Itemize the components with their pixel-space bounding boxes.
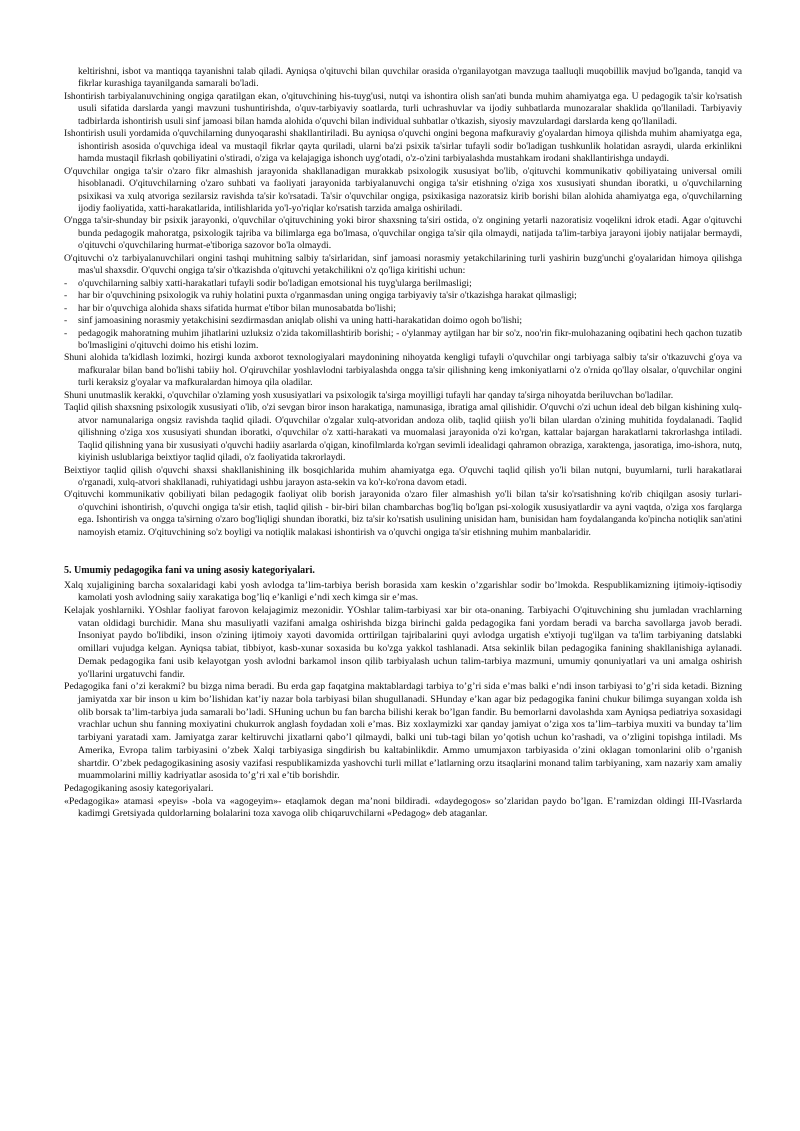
document-page bbox=[64, 66, 742, 821]
paragraph-9: Taqlid qilish shaxsning psixologik xususiyati o'lib, o'zi sevgan biror inson harakatiga, namunasiga, ibratiga amal qilishidir. O'quvchi o'zi uchun ideal deb bilgan kishining xulq-atvor namunalariga ongsiz ravishda taqlid qiladi. O'quvchilar o'zgalar xulq-atvoridan andoza olib, taqlid qiiish yo'li bilan ulardan o'zining muhitida foydalanadi. Taqlid qilishning o'ziga xos xususiyati shundan iboratki, o'quvchilar o'z xatti-harakati va muomalasi jarayonida o'zi ko'rgan, kattalar bajargan harakatlarni takrorlashga intiladi. Taqlid qilishning yana bir xususiyati o'quvchi hadiiy asarlarda o'qigan, kinofilmlarda ko'rgan sevimli idealidagi qahramon obraziga, xaraktenga, jasoratiga, imo-ishora, nutq, kiyinish uslublariga beixtiyor taqlid qiladi, o'z faoliyatida takrorlaydi. bbox=[64, 402, 742, 464]
section-pedagogika bbox=[64, 565, 742, 821]
paragraph-11: O'qituvchi kommunikativ qobiliyati bilan pedagogik faoliyat olib borish jarayonida o'zaro filer almashish yo'li bilan ta'sir ko'rsatishning ko'rib chiqilgan asosiy turlari-o'quvchini ishontirish, o'quvchi ongiga ta'sir etish, taqlid qilish - bir-biri bilan chambarchas bog'liq bo'lgan psi-xologik xususiyatlardir va ayni vaqtda, o'ziga xos farqlarga ega. Ishontirish va ongga ta'sirning o'zaro bog'liqligi shundan iboratki, biz ta'sir ko'rsatish usulining unisidan ham, bunisidan ham foydalanganda ko'pincha notiqlik san'atini namoyish etamiz. O'qituvchining so'z boyligi va notiqlik malakasi ishontirish va o'quvchi ongiga ta'sir etishning muhim manbalaridir. bbox=[64, 489, 742, 538]
paragraph-1: keltirishni, isbot va mantiqqa tayanishni talab qiladi. Ayniqsa o'qituvchi bilan quvchilar orasida o'rganilayotgan mavzuga taalluqli muqobillik mavjud bo'lganda, tanqid va fikrlar kurashiga tayanilganda samarali bo'ladi. bbox=[78, 66, 742, 90]
list-item: - har bir o'quvchining psixologik va ruhiy holatini puxta o'rganmasdan uning ongiga tarbiyaviy ta'sir o'tkazishga harakat qilmasligi; bbox=[64, 290, 577, 302]
paragraph-6: O'qituvchi o'z tarbiyalanuvchilari ongini tashqi muhitning salbiy ta'sirlaridan, sinf jamoasi norasmiy yetakchilarining turli yashirin buzg'unchi g'oyalaridan himoya qilishga mas'ul shaxsdir. O'quvchi ongiga ta'sir o'tkazishda o'qituvchi yetakchilikni o'z qo'liga kiritishi uchun: bbox=[64, 252, 742, 277]
section-heading: 5. Umumiy pedagogika fani va uning asosiy kategoriyalari. bbox=[64, 565, 315, 577]
section-spacer bbox=[64, 539, 742, 565]
list-item: - o'quvchilarning salbiy xatti-harakatlari tufayli sodir bo'ladigan emotsional his tuyg'ularga berilmasligi; bbox=[64, 277, 472, 289]
list-item: - sinf jamoasining norasmiy yetakchisini sezdirmasdan aniqlab olishi va uning hatti-harakatidan doimo ogoh bo'lishi; bbox=[64, 315, 523, 327]
list-item: - har bir o'quvchiga alohida shaxs sifatida hurmat e'tibor bilan munosabatda bo'lishi; bbox=[64, 302, 396, 314]
list-item: - pedagogik mahoratning muhim jihatlarini uzluksiz o'zida takomillashtirib borishi; - o'ylanmay aytilgan har bir so'z, noo'rin fikr-mulohazaning oqibatini hech qachon tuzatib bo'lmasligini o'qituvchi doimo his etishi lozim. bbox=[64, 327, 742, 351]
subheading-categories: Pedagogikaning asosiy kategoriyalari. bbox=[64, 782, 214, 794]
paragraph-15: «Pedagogika» atamasi «peyis» -bola va «agogeyim»- etaqlamok degan ma’noni bildiradi. «daydegogos» so’zlaridan paydo bo’lgan. E’ramizdan oldingi III-IVasrlarda kadimgi Gretsiyada quldorlarning bolalarini toza xavoga olib chiqaruvchilarni «Pedagog» deb ataganlar. bbox=[64, 795, 742, 820]
paragraph-4: O'quvchilar ongiga ta'sir o'zaro fikr almashish jarayonida shakllanadigan murakkab psixologik xususiyat bo'lib, o'qituvchi kommunikativ qobiliyataing universal omili hisoblanadi. O'qituvchilarning o'zaro suhbati va faoliyati jarayonida tarbiyalanuvchi ongiga ta'sir etishning o'ziga xos xususiyati shundan iboratki, u o'quvchilarning psixikasi va xulq atvoriga sezilarsiz ravishda ta'sir ko'rsatadi. Ta'sir o'quvchilar ongiga, psixikasiga nazoratsiz kirib borishi bilan alohida ahamiyatga ega, o'quvchilarning ijodiy faoliyatida, xatti-harakatlarida, intilishlarida yo'l-yo'riqlar ko'rsatish tarzida amalga oshiriladi. bbox=[64, 165, 742, 214]
section-ishontirish bbox=[64, 66, 742, 539]
paragraph-8: Shuni unutmaslik kerakki, o'quvchilar o'zlaming yosh xususiyatlari va psixologik ta'sirga moyilligi tufayli har qanday ta'sirga nihoyatda beriluvchan bo'ladilar. bbox=[64, 389, 674, 401]
paragraph-5: O'ngga ta'sir-shunday bir psixik jarayonki, o'quvchilar o'qituvchining yoki biror shaxsning ta'siri ostida, o'z ongining yetarli nazoratisiz voqelikni idrok etadi. Agar o'qituvchi bunda pedagogik mahoratga, psixologik tajriba va bilimlarga ega bo'lmasa, o'quvchilar ongiga ta'sir qila olmaydi, natijada ta'lim-tarbiya jarayoni ijobiy natijalar bermaydi, o'qituvchi o'quvchilaring hurmat-e'tiboriga sazovor bo'la olmaydi. bbox=[64, 215, 742, 252]
paragraph-12: Xalq xujaligining barcha soxalaridagi kabi yosh avlodga ta’lim-tarbiya berish borasida xam keskin o’zgarishlar sodir bo’lmokda. Respublikamizning ijtimoiy-iqtisodiy kamolati yosh avlodning saiiy xarakatiga bog’liq e’kanligi e’ndi xech kimga sir e’mas. bbox=[64, 579, 742, 604]
paragraph-14: Pedagogika fani o’zi kerakmi? bu bizga nima beradi. Bu erda gap faqatgina maktablardagi tarbiya to’g’ri sida e’mas balki e’ndi inson tarbiyasi to’g’ri sida ketadi. Bizning jamiyatda xar bir inson u kim bo’lishidan kat’iy nazar bola tarbiyasi bilan shugullanadi. SHunday e’kan agar biz pedagogika fanini chukur bilimga suyangan xolda ish olib borsak ta’lim-tarbiya juda samarali bo’ladi. SHuning uchun bu fan barcha bilishi kerak bo’lgan fandir. Bu bemorlarni davolashda xam Ayniqsa pediatriya soxasidagi vrachlar uchun shu fanning moxiyatini chukurrok anglash foydadan xoli e’mas. Biz xoxlaymizki xar qanday jamiyat o’ziga xos ta’lim–tarbiya muxiti va bunday ta’lim tarbiyani yaratadi xam. Jamiyatga zarar keltiruvchi jixatlarni qabo’l qilmaydi, balki uni tub-tagi bilan yo’qotish uchun ko’rashadi, va o’zligini topishga intiladi. Ms Amerika, Evropa talim tarbiyasini o’zbek Xalqi tarbiyasiga singdirish bu kaltabinlikdir. Ammo umumjaxon tarbiyasida o’zini oklagan tomonlarini olib o’rganish shartdir. O’zbek pedagogikasining asosiy vazifasi respublikamizda yashovchi turli millat e’latlarning orzu itsaqlarini monand talim tarbiyaning, xam nazariy xam amaliy muammolarini milliy kadriyatlar asosida to’g’ri xal e’tib borishdir. bbox=[64, 681, 742, 782]
teacher-requirements-list bbox=[64, 278, 742, 353]
paragraph-3: Ishontirish usuli yordamida o'quvchilarning dunyoqarashi shakllantiriladi. Bu ayniqsa o'quvchi ongini begona mafkuraviy g'oyalardan himoya qilishda muhim ahamiyatga ega, ishontirish asosida o'quvchiga ideal va mustaqil fikrlar qayta quriladi, ularni ba'zi psixik ta'sirlar tufayli sodir bo'ladigan tushkunlik holatidan asraydi, ularda erkinlikni hamda mustaqil fikrlash qobiliyatini o'stiradi, o'ziga va kelajagiga ishonch uyg'otadi, o'z-o'zini tarbiyalashda mustahkam irodani shakllantirishga undaydi. bbox=[64, 128, 742, 165]
paragraph-2: Ishontirish tarbiyalanuvchining ongiga qaratilgan ekan, o'qituvchining his-tuyg'usi, nutqi va ishontira olish san'ati bunda muhim ahamiyatga ega. U pedagogik ta'sir ko'rsatish usuli sifatida darslarda yangi mavzuni tushuntirishda, o'quv-tarbiyaviy soatlarda, turli uchrashuvlar va ijodiy suhbatlarda munozaralar shaklida qo'llaniladi. Tarbiyaviy tadbirlarda ishontirish usuli sinf jamoasi bilan hamda alohida o'quvchi bilan individual suhbatlar o'tkazish, siyosiy mavzulardagi darslarda keng qo'llaniladi. bbox=[64, 90, 742, 127]
paragraph-7: Shuni alohida ta'kidlash lozimki, hozirgi kunda axborot texnologiyalari maydonining nihoyatda kengligi tufayli o'quvchilar ongi tarbiyaga salbiy ta'sir o'tkazuvchi g'oya va mafkuralar bilan band bo'lishi tabiiy hol. O'qiruvchilar yoshlavlodni tarbiyalashda ongga ta'sir qilishning keng imkoniyatlarni o'z o'rnida qo'llay olsalar, o'quvchilar ongini turli keraksiz g'oyalar va mafkuralardan himoya qila oladilar. bbox=[64, 352, 742, 389]
paragraph-13: Kelajak yoshlarniki. YOshlar faoliyat farovon kelajagimiz mezonidir. YOshlar talim-tarbiyasi xar bir ota-onaning. Tarbiyachi O'qituvchining shu jumladan vrachlarning vatan oldidagi burchidir. Mana shu masuliyatli vazifani amalga oshirishda bizga birinchi galda pedagogika fani yordam beradi va barcha savollarga javob beradi. Insoniyat paydo bo'libdiki, inson o'zining ijtimoiy xayoti davomida orttirilgan tajribalarini quyi avlodga urgatish e'xtiyoji tug'ilgan va ta'lim tarbiyaning datslabki omillari vujudga kelgan. Ayniqsa tabiat, tibbiyot, kasb-xunar soxasida bu ko'zga yakkol tashlanadi. Atsa sekinlik bilan pedagogika fanining shakllanishiga aylanadi. Demak pedagogika fani usib kelayotgan yosh avlodni barkamol inson qilib tarbiyalash uchun talim-tarbiya mazmuni, umumiy qonuniyatlari va uni amalga oshirish yo'llarini urgatuvchi fandir. bbox=[64, 605, 742, 680]
paragraph-10: Beixtiyor taqlid qilish o'quvchi shaxsi shakllanishining ilk bosqichlarida muhim ahamiyatga ega. O'quvchi taqlid qilish yo'li bilan nutqni, buyumlarni, turli harakatlarai o'rganadi, xulq-atvori shakllanadi, ruhiyatidagi ushbu jarayon asta-sekin va ko'r-ko'rona davom etadi. bbox=[64, 464, 742, 488]
